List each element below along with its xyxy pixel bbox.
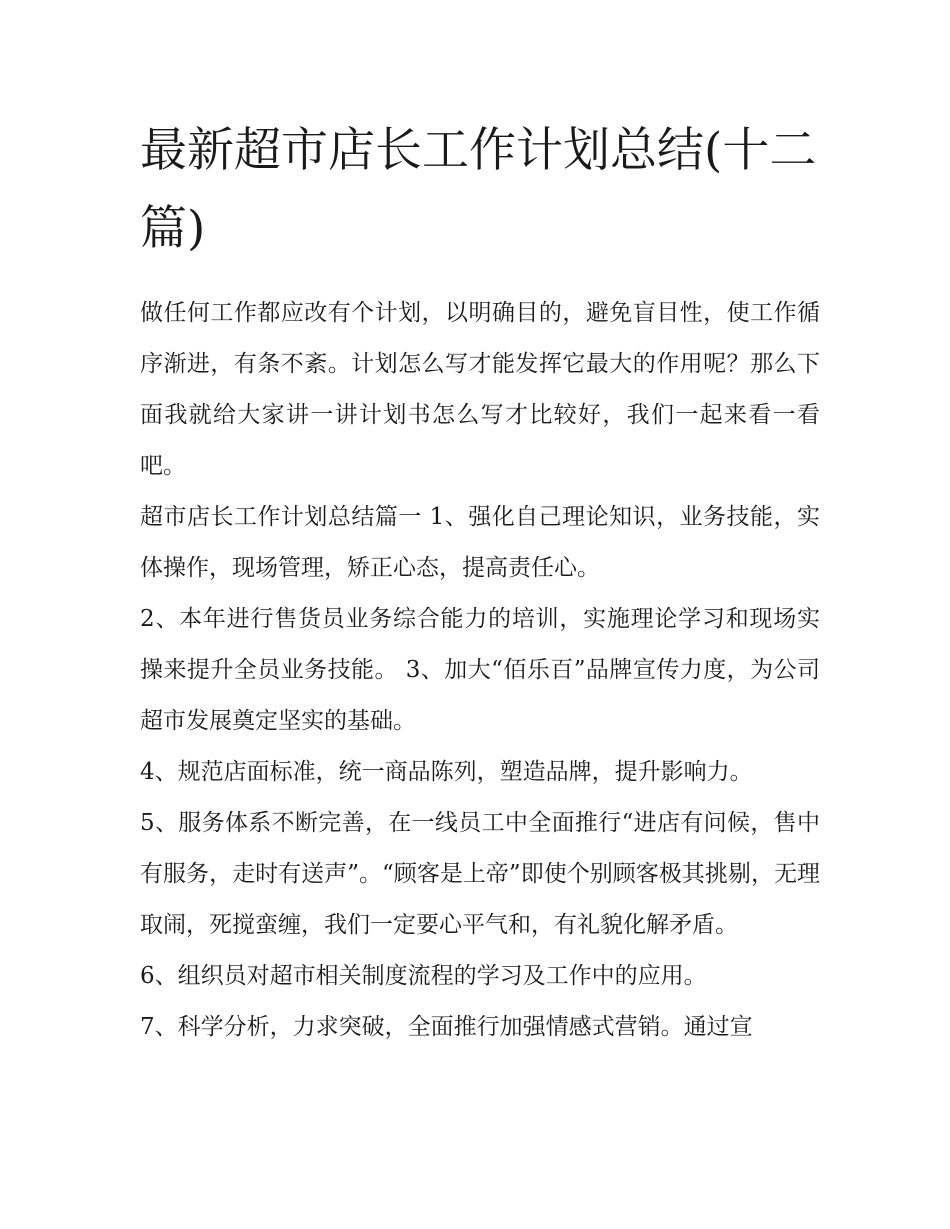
item-2-3-paragraph: 2、本年进行售货员业务综合能力的培训，实施理论学习和现场实操来提升全员业务技能。 3、加大“佰乐百”品牌宣传力度，为公司超市发展奠定坚实的基础。 — [140, 606, 820, 734]
document-title: 最新超市店长工作计划总结(十二篇) — [140, 123, 817, 256]
item-7-paragraph: 7、科学分析，力求突破，全面推行加强情感式营销。通过宣 — [140, 1014, 753, 1040]
item-4-paragraph: 4、规范店面标准，统一商品陈列，塑造品牌，提升影响力。 — [140, 759, 753, 785]
item-5-paragraph: 5、服务体系不断完善，在一线员工中全面推行“进店有问候，售中有服务，走时有送声”。“顾客是上帝”即使个别顾客极其挑剔，无理取闹，死搅蛮缠，我们一定要心平气和，有礼貌化解矛盾。 — [140, 810, 820, 938]
item-6-paragraph: 6、组织员对超市相关制度流程的学习及工作中的应用。 — [140, 963, 707, 989]
document-page — [140, 112, 820, 1053]
section-one-paragraph: 超市店长工作计划总结篇一 1、强化自己理论知识，业务技能，实体操作，现场管理，矫正心态，提高责任心。 — [140, 504, 820, 581]
intro-paragraph: 做任何工作都应改有个计划，以明确目的，避免盲目性，使工作循序渐进，有条不紊。计划怎么写才能发挥它最大的作用呢？那么下面我就给大家讲一讲计划书怎么写才比较好，我们一起来看一看吧。 — [140, 300, 820, 479]
